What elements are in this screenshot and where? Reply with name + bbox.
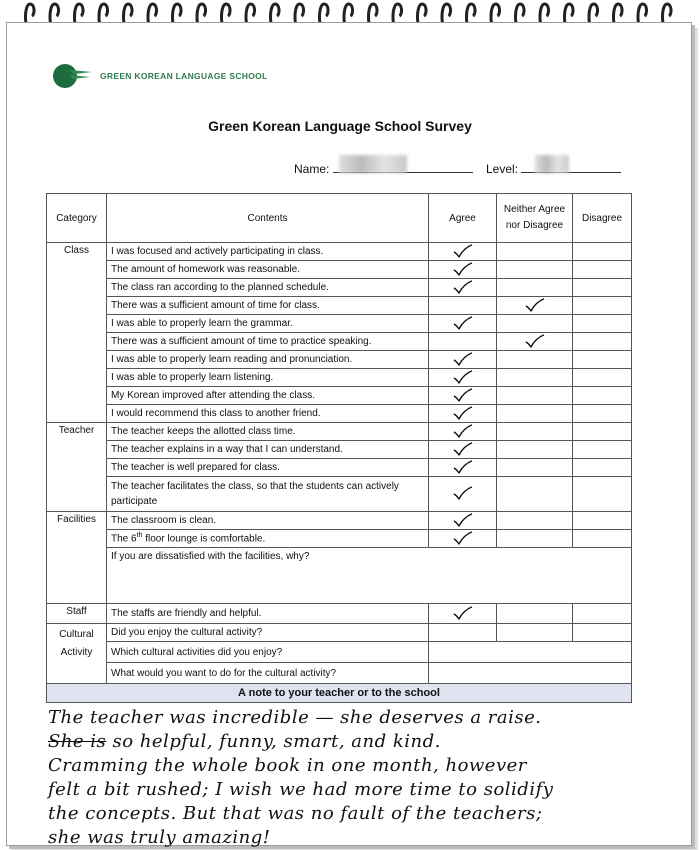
- question-text: The 6: [111, 533, 137, 545]
- check-mark-icon: [452, 405, 474, 419]
- disagree-cell[interactable]: [573, 441, 632, 459]
- agree-cell[interactable]: [429, 387, 497, 405]
- row-question: I would recommend this class to another friend.: [107, 405, 429, 423]
- agree-cell[interactable]: [429, 405, 497, 423]
- crossed-out-word: She is: [48, 731, 107, 752]
- check-mark-icon: [452, 351, 474, 365]
- answer-cell[interactable]: [429, 642, 632, 663]
- row-question: Did you enjoy the cultural activity?: [107, 624, 429, 642]
- header-neither: [497, 194, 573, 243]
- header-row: [47, 194, 632, 243]
- level-label: Level:: [486, 162, 519, 176]
- neither-cell[interactable]: [497, 261, 573, 279]
- check-mark-icon: [452, 261, 474, 275]
- disagree-cell[interactable]: [573, 387, 632, 405]
- neither-cell[interactable]: [497, 351, 573, 369]
- survey-row: [47, 530, 632, 548]
- redacted-name: [339, 155, 407, 173]
- agree-cell[interactable]: [429, 279, 497, 297]
- survey-row: [47, 315, 632, 333]
- row-question: [107, 530, 429, 548]
- agree-cell[interactable]: [429, 423, 497, 441]
- row-question: I was able to properly learn reading and pronunciation.: [107, 351, 429, 369]
- school-logo: [52, 62, 268, 90]
- agree-cell[interactable]: [429, 512, 497, 530]
- category-teacher: Teacher: [47, 423, 107, 512]
- disagree-cell[interactable]: [573, 315, 632, 333]
- survey-row: [47, 642, 632, 663]
- row-question: The teacher keeps the allotted class time.: [107, 423, 429, 441]
- agree-cell[interactable]: [429, 441, 497, 459]
- disagree-cell[interactable]: [573, 369, 632, 387]
- note-line-3: Cramming the whole book in one month, however: [48, 755, 527, 776]
- check-mark-icon: [452, 243, 474, 257]
- survey-row: [47, 459, 632, 477]
- survey-row: [47, 243, 632, 261]
- neither-cell[interactable]: [497, 333, 573, 351]
- check-mark-icon: [452, 441, 474, 455]
- survey-row: [47, 548, 632, 604]
- row-question: The teacher is well prepared for class.: [107, 459, 429, 477]
- survey-table: [46, 193, 632, 703]
- row-question: I was able to properly learn listening.: [107, 369, 429, 387]
- survey-row: [47, 405, 632, 423]
- neither-cell[interactable]: [497, 387, 573, 405]
- disagree-cell[interactable]: [573, 243, 632, 261]
- check-mark-icon: [524, 333, 546, 347]
- check-mark-icon: [452, 423, 474, 437]
- disagree-cell[interactable]: [573, 512, 632, 530]
- level-blank[interactable]: [521, 160, 621, 173]
- question-text-end: floor lounge is comfortable.: [142, 533, 266, 545]
- neither-cell[interactable]: [497, 405, 573, 423]
- level-field[interactable]: [486, 160, 621, 176]
- survey-row: [47, 333, 632, 351]
- agree-cell[interactable]: [429, 315, 497, 333]
- survey-row: [47, 369, 632, 387]
- disagree-cell[interactable]: [573, 297, 632, 315]
- survey-row: [47, 663, 632, 684]
- disagree-cell[interactable]: [573, 279, 632, 297]
- handwritten-note: [48, 706, 648, 850]
- survey-row: [47, 351, 632, 369]
- name-field[interactable]: [294, 160, 473, 176]
- check-mark-icon: [452, 387, 474, 401]
- note-header-row: [47, 684, 632, 703]
- check-mark-icon: [452, 512, 474, 526]
- row-question: The staffs are friendly and helpful.: [107, 604, 429, 624]
- neither-cell[interactable]: [497, 423, 573, 441]
- survey-row: [47, 512, 632, 530]
- check-mark-icon: [452, 605, 474, 619]
- neither-cell[interactable]: [497, 297, 573, 315]
- survey-row: [47, 387, 632, 405]
- row-question: Which cultural activities did you enjoy?: [107, 642, 429, 663]
- agree-cell[interactable]: [429, 530, 497, 548]
- neither-cell[interactable]: [497, 459, 573, 477]
- disagree-cell[interactable]: [573, 405, 632, 423]
- agree-cell[interactable]: [429, 459, 497, 477]
- disagree-cell[interactable]: [573, 477, 632, 512]
- disagree-cell[interactable]: [573, 530, 632, 548]
- survey-title: Green Korean Language School Survey: [208, 118, 472, 134]
- agree-cell[interactable]: [429, 243, 497, 261]
- survey-row: [47, 604, 632, 624]
- survey-row: [47, 441, 632, 459]
- row-question: The teacher explains in a way that I can understand.: [107, 441, 429, 459]
- disagree-cell[interactable]: [573, 351, 632, 369]
- row-question: The amount of homework was reasonable.: [107, 261, 429, 279]
- note-line-2-text: so helpful, funny, smart, and kind.: [106, 731, 441, 752]
- note-header: A note to your teacher or to the school: [47, 684, 632, 703]
- note-line-5: the concepts. But that was no fault of the teachers;: [48, 803, 543, 824]
- neither-cell[interactable]: [497, 243, 573, 261]
- agree-cell[interactable]: [429, 297, 497, 315]
- header-category: Category: [47, 194, 107, 243]
- check-mark-icon: [452, 369, 474, 383]
- row-question: If you are dissatisfied with the facilities, why?: [107, 548, 632, 604]
- disagree-cell[interactable]: [573, 624, 632, 642]
- row-question: The class ran according to the planned schedule.: [107, 279, 429, 297]
- neither-cell[interactable]: [497, 512, 573, 530]
- check-mark-icon: [452, 459, 474, 473]
- header-contents: Contents: [107, 194, 429, 243]
- agree-cell[interactable]: [429, 333, 497, 351]
- logo-text: GREEN KOREAN LANGUAGE SCHOOL: [100, 71, 268, 81]
- survey-row: [47, 261, 632, 279]
- category-class: Class: [47, 243, 107, 423]
- check-mark-icon: [452, 315, 474, 329]
- agree-cell[interactable]: [429, 477, 497, 512]
- header-agree: Agree: [429, 194, 497, 243]
- neither-cell[interactable]: [497, 369, 573, 387]
- neither-cell[interactable]: [497, 441, 573, 459]
- note-line-6: she was truly amazing!: [48, 827, 271, 848]
- answer-cell[interactable]: [429, 663, 632, 684]
- agree-cell[interactable]: [429, 624, 497, 642]
- row-question: I was focused and actively participating in class.: [107, 243, 429, 261]
- name-label: Name:: [294, 162, 330, 176]
- note-line-1: The teacher was incredible — she deserves a raise.: [48, 707, 542, 728]
- question-sup: th: [136, 532, 143, 540]
- neither-cell[interactable]: [497, 624, 573, 642]
- category-facilities: Facilities: [47, 512, 107, 604]
- check-mark-icon: [452, 279, 474, 293]
- neither-cell[interactable]: [497, 315, 573, 333]
- note-line-4: felt a bit rushed; I wish we had more time to solidify: [48, 779, 554, 800]
- agree-cell[interactable]: [429, 351, 497, 369]
- neither-cell[interactable]: [497, 279, 573, 297]
- neither-cell[interactable]: [497, 530, 573, 548]
- check-mark-icon: [452, 530, 474, 544]
- disagree-cell[interactable]: [573, 333, 632, 351]
- header-neither-label: Neither Agree nor Disagree: [503, 204, 566, 231]
- category-staff: Staff: [47, 604, 107, 624]
- agree-cell[interactable]: [429, 261, 497, 279]
- disagree-cell[interactable]: [573, 604, 632, 624]
- agree-cell[interactable]: [429, 604, 497, 624]
- row-question: I was able to properly learn the grammar.: [107, 315, 429, 333]
- survey-row: [47, 279, 632, 297]
- logo-icon: [52, 63, 96, 89]
- survey-row: [47, 423, 632, 441]
- row-question: There was a sufficient amount of time for class.: [107, 297, 429, 315]
- name-blank[interactable]: [333, 160, 473, 173]
- neither-cell[interactable]: [497, 477, 573, 512]
- redacted-level: [535, 155, 569, 173]
- agree-cell[interactable]: [429, 369, 497, 387]
- check-mark-icon: [452, 486, 474, 500]
- survey-row: [47, 297, 632, 315]
- disagree-cell[interactable]: [573, 261, 632, 279]
- header-disagree: Disagree: [573, 194, 632, 243]
- row-question: The classroom is clean.: [107, 512, 429, 530]
- survey-row: [47, 624, 632, 642]
- neither-cell[interactable]: [497, 604, 573, 624]
- row-question: What would you want to do for the cultural activity?: [107, 663, 429, 684]
- survey-row: [47, 477, 632, 512]
- row-question: The teacher facilitates the class, so that the students can actively participate: [107, 477, 429, 512]
- disagree-cell[interactable]: [573, 423, 632, 441]
- row-question: There was a sufficient amount of time to practice speaking.: [107, 333, 429, 351]
- note-line-2: [48, 730, 648, 754]
- check-mark-icon: [524, 297, 546, 311]
- category-cultural: Cultural Activity: [47, 624, 107, 684]
- row-question: My Korean improved after attending the class.: [107, 387, 429, 405]
- disagree-cell[interactable]: [573, 459, 632, 477]
